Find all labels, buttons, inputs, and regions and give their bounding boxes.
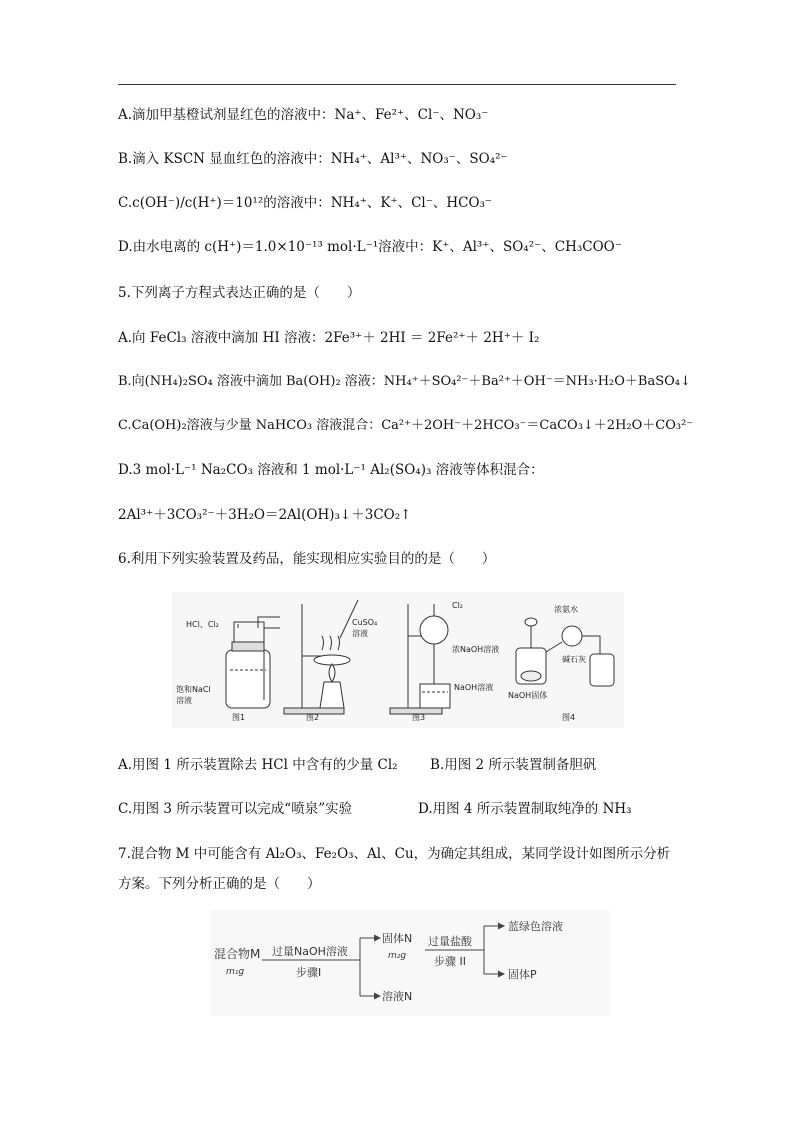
header-rule	[118, 84, 676, 85]
q5-option-b: B.向(NH₄)₂SO₄ 溶液中滴加 Ba(OH)₂ 溶液：NH₄⁺＋SO₄²⁻＋Ba²⁺＋OH⁻＝NH₃·H₂O＋BaSO₄↓	[118, 374, 691, 389]
fig1-solution-label: 饱和NaCl	[176, 685, 211, 694]
fig4-ammonia-label: 浓氨水	[554, 605, 578, 614]
fig1-caption: 图1	[232, 713, 246, 722]
naoh-label: 过量NaOH溶液	[272, 945, 348, 958]
fig3-solution-label-2: NaOH溶液	[454, 683, 494, 692]
q5-option-a: A.向 FeCl₃ 溶液中滴加 HI 溶液：2Fe³⁺＋ 2HI ＝ 2Fe²⁺＋ 2H⁺＋ I₂	[118, 330, 540, 346]
fig2-solution-label-2: 溶液	[352, 629, 368, 638]
m1-label: m₁g	[226, 967, 245, 977]
q4-option-c: C.c(OH⁻)/c(H⁺)＝10¹²的溶液中：NH₄⁺、K⁺、Cl⁻、HCO₃⁻	[118, 195, 493, 211]
fig1-gas-label: HCl、Cl₂	[186, 620, 219, 629]
q5-option-d: D.3 mol·L⁻¹ Na₂CO₃ 溶液和 1 mol·L⁻¹ Al₂(SO₄)₃ 溶液等体积混合：	[118, 462, 544, 478]
q6-option-c: C.用图 3 所示装置可以完成“喷泉”实验	[118, 801, 353, 817]
q7-flowchart	[210, 910, 610, 1016]
q5-option-d-equation: 2Al³⁺＋3CO₃²⁻＋3H₂O＝2Al(OH)₃↓＋3CO₂↑	[118, 507, 412, 523]
fig4-lime-label: 碱石灰	[562, 655, 586, 664]
blue-green-solution-label: 蓝绿色溶液	[508, 920, 563, 933]
fig3-gas-label: Cl₂	[452, 601, 464, 610]
fig2-caption: 图2	[306, 713, 320, 722]
q4-option-b: B.滴入 KSCN 显血红色的溶液中：NH₄⁺、Al³⁺、NO₃⁻、SO₄²⁻	[118, 151, 508, 167]
solution-n-label: 溶液N	[382, 990, 413, 1003]
q6-stem: 6.利用下列实验装置及药品，能实现相应实验目的的是（ ）	[118, 551, 496, 567]
fig3-caption: 图3	[412, 713, 426, 722]
fig4-caption: 图4	[562, 713, 576, 722]
q7-stem-line1: 7.混合物 M 中可能含有 Al₂O₃、Fe₂O₃、Al、Cu，为确定其组成，某同学设计如图所示分析	[118, 846, 671, 862]
q6-option-b: B.用图 2 所示装置制备胆矾	[430, 757, 597, 773]
step2-label: 步骤 II	[434, 955, 466, 968]
apparatus-figure	[172, 592, 624, 728]
fig3-solution-label: 浓NaOH溶液	[452, 645, 500, 654]
fig4-solid-label: NaOH固体	[508, 691, 548, 700]
hcl-label: 过量盐酸	[428, 935, 472, 948]
q7-stem-line2: 方案。下列分析正确的是（ ）	[118, 876, 321, 892]
q6-option-a: A.用图 1 所示装置除去 HCl 中含有的少量 Cl₂	[118, 757, 398, 773]
solid-n-label: 固体N	[382, 932, 413, 945]
q5-option-c: C.Ca(OH)₂溶液与少量 NaHCO₃ 溶液混合：Ca²⁺＋2OH⁻＋2HCO₃⁻＝CaCO₃↓＋2H₂O＋CO₃²⁻	[118, 418, 694, 433]
q5-stem: 5.下列离子方程式表达正确的是（ ）	[118, 285, 361, 301]
step1-label: 步骤I	[296, 966, 322, 979]
m2-label: m₂g	[388, 951, 407, 961]
q4-option-a: A.滴加甲基橙试剂显红色的溶液中：Na⁺、Fe²⁺、Cl⁻、NO₃⁻	[118, 107, 489, 123]
q4-option-d: D.由水电离的 c(H⁺)＝1.0×10⁻¹³ mol·L⁻¹溶液中：K⁺、Al³⁺、SO₄²⁻、CH₃COO⁻	[118, 239, 622, 255]
solid-p-label: 固体P	[508, 968, 537, 981]
mixture-m-label: 混合物M	[214, 947, 261, 961]
q6-option-d: D.用图 4 所示装置制取纯净的 NH₃	[418, 801, 632, 817]
fig2-solution-label: CuSO₄	[352, 618, 378, 627]
fig1-solution-label-2: 溶液	[176, 696, 192, 705]
